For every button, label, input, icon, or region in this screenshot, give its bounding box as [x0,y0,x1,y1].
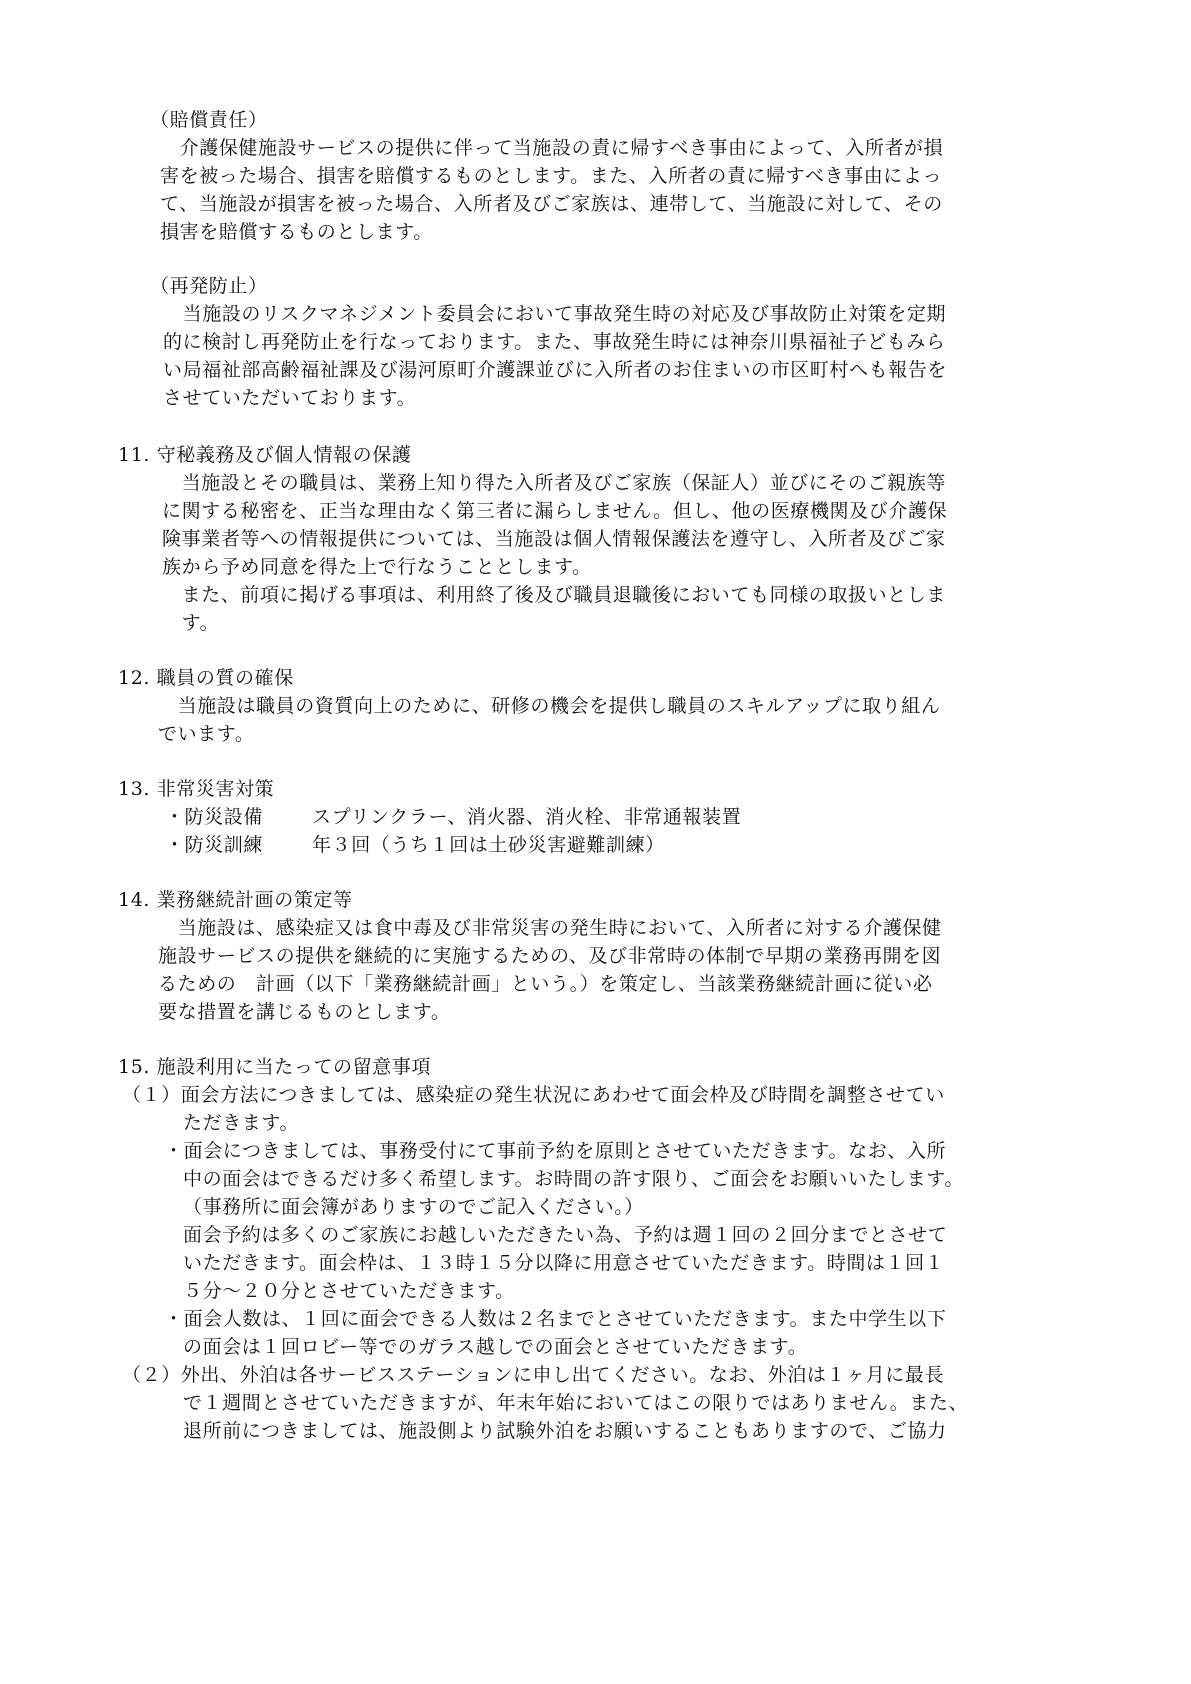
outing-rule-line-3: 退所前につきましては、施設側より試験外泊をお願いすることもありますので、ご協力 [183,1420,947,1442]
prevention-line-1: 当施設のリスクマネジメント委員会において事故発生時の対応及び事故防止対策を定期 [163,303,947,325]
section-11-line-2: に関する秘密を、正当な理由なく第三者に漏らしません。但し、他の医療機関及び介護保 [162,500,948,522]
visit-rule-line-1: （１）面会方法につきましては、感染症の発生状況にあわせて面会枠及び時間を調整させてい [122,1084,945,1106]
visit-rule-line-8: ５分～２０分とさせていただきます。 [183,1280,515,1302]
visit-rule-line-6: 面会予約は多くのご家族にお越しいただきたい為、予約は週１回の２回分までとさせて [183,1224,948,1246]
section-14-line-4: 要な措置を講じるものとします。 [158,1001,451,1023]
section-11-line-6: す。 [162,612,220,634]
disaster-item-value: スプリンクラー、消火器、消火栓、非常通報装置 [312,806,742,828]
disaster-item-label: ・防災訓練 [165,834,264,856]
prevention-line-2: 的に検討し再発防止を行なっております。また、事故発生時には神奈川県福祉子どもみら [163,331,946,353]
compensation-line-3: て、当施設が損害を被った場合、入所者及びご家族は、連帯して、当施設に対して、その [160,193,943,215]
outing-rule-line-1: （２）外出、外泊は各サービスステーションに申し出てください。なお、外泊は１ヶ月に最長 [122,1364,945,1386]
disaster-item-value: 年３回（うち１回は土砂災害避難訓練） [312,834,665,856]
compensation-heading: （賠償責任） [150,109,268,131]
visit-rule-line-5: （事務所に面会簿がありますのでご記入ください。） [183,1196,644,1218]
visit-rule-line-7: いただきます。面会枠は、１３時１５分以降に用意させていただきます。時間は１回１ [183,1252,945,1274]
section-13-heading: 13. 非常災害対策 [118,778,275,800]
visit-rule-line-10: の面会は１回ロビー等でのガラス越しでの面会とさせていただきます。 [183,1336,808,1358]
section-14-line-3: るための 計画（以下「業務継続計画」という。）を策定し、当該業務継続計画に従い必 [158,973,933,995]
section-11-line-1: 当施設とその職員は、業務上知り得た入所者及びご家族（保証人）並びにそのご親族等 [162,472,947,494]
prevention-line-3: い局福祉部高齢福祉課及び湯河原町介護課並びに入所者のお住まいの市区町村へも報告を [163,359,948,381]
prevention-line-4: させていただいております。 [163,387,417,409]
section-12-heading: 12. 職員の質の確保 [118,667,294,689]
section-15-heading: 15. 施設利用に当たっての留意事項 [118,1056,432,1078]
section-11-line-3: 険事業者等への情報提供については、当施設は個人情報保護法を遵守し、入所者及びご家 [162,528,946,550]
compensation-line-2: 害を被った場合、損害を賠償するものとします。また、入所者の責に帰すべき事由によっ [160,165,943,187]
visit-rule-line-3: ・面会につきましては、事務受付にて事前予約を原則とさせていただきます。なお、入所 [164,1140,947,1162]
section-14-line-1: 当施設は、感染症又は食中毒及び非常災害の発生時において、入所者に対する介護保健 [158,917,942,939]
section-11-line-5: また、前項に掲げる事項は、利用終了後及び職員退職後においても同様の取扱いとしま [162,584,947,606]
visit-rule-line-4: 中の面会はできるだけ多く希望します。お時間の許す限り、ご面会をお願いいたします。 [183,1168,964,1190]
section-14-line-2: 施設サービスの提供を継続的に実施するための、及び非常時の体制で早期の業務再開を図 [158,945,942,967]
section-14-heading: 14. 業務継続計画の策定等 [118,889,353,911]
compensation-line-4: 損害を賠償するものとします。 [160,221,433,243]
compensation-line-1: 介護保健施設サービスの提供に伴って当施設の責に帰すべき事由によって、入所者が損 [160,137,944,159]
disaster-item-label: ・防災設備 [165,806,264,828]
outing-rule-line-2: で１週間とさせていただきますが、年末年始においてはこの限りではありません。また、 [183,1392,969,1414]
section-11-line-4: 族から予め同意を得た上で行なうこととします。 [162,556,592,578]
visit-rule-line-9: ・面会人数は、１回に面会できる人数は２名までとさせていただきます。また中学生以下 [164,1308,947,1330]
visit-rule-line-2: ただきます。 [183,1112,300,1134]
section-12-line-1: 当施設は職員の資質向上のために、研修の機会を提供し職員のスキルアップに取り組ん [158,695,941,717]
prevention-heading: （再発防止） [150,275,268,297]
section-11-heading: 11. 守秘義務及び個人情報の保護 [118,444,412,466]
section-12-line-2: でいます。 [158,723,255,745]
